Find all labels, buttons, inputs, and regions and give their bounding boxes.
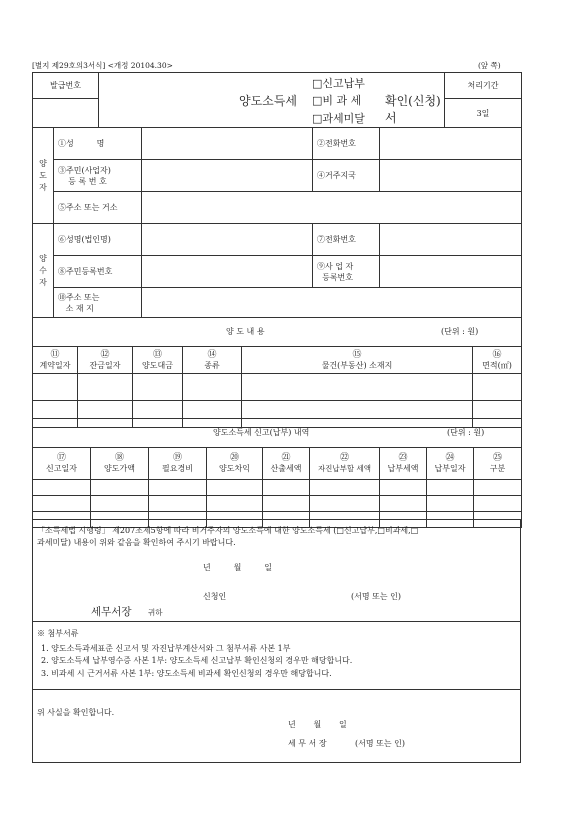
report-header-category: ㉕ 구분 (474, 448, 522, 480)
addressee-suffix: 귀하 (148, 608, 163, 617)
table-cell[interactable] (33, 496, 91, 512)
report-header-date: ⑰ 신고일자 (33, 448, 91, 480)
transfer-header-location: ⑮ 물건(부동산) 소재지 (242, 347, 473, 374)
transfer-header-contract-date: ⑪ 계약일자 (33, 347, 78, 374)
title-option-2: □비 과 세 (312, 94, 362, 107)
report-header-paid-date: ㉔ 납부일자 (427, 448, 474, 480)
table-cell[interactable] (380, 480, 427, 496)
confirm-official: 세 무 서 장 (288, 739, 327, 748)
report-title: 양도소득세 신고(납부) 내역 (213, 428, 310, 437)
table-cell[interactable] (33, 374, 78, 401)
request-line-1: 「소득세법 시행령」 제207조제5항에 따라 비거주자의 양도소득에 대한 양도소득세 (□신고납부,□비과세,□ (37, 526, 419, 535)
processing-period-label: 처리기간 (445, 73, 522, 99)
report-header-expense: ⑲ 필요경비 (149, 448, 207, 480)
transferor-address-label: ⑤주소 또는 거소 (54, 192, 142, 224)
attachment-item: 3. 비과세 시 근거서류 사본 1부: 양도소득세 비과세 확인신청의 경우만 해당합니다. (41, 669, 332, 678)
table-cell[interactable] (474, 480, 522, 496)
transferee-rrn-field[interactable] (142, 256, 313, 288)
confirm-text: 위 사실을 확인합니다. (37, 708, 115, 717)
table-row (33, 480, 522, 496)
confirm-date[interactable]: 년 월 일 (288, 720, 347, 729)
title-table (32, 72, 522, 128)
table-cell[interactable] (207, 496, 263, 512)
report-header-gain: ⑳ 양도차익 (207, 448, 263, 480)
table-cell[interactable] (149, 480, 207, 496)
table-cell[interactable] (427, 496, 474, 512)
confirm-sign[interactable]: (서명 또는 인) (355, 739, 405, 748)
report-header-price: ⑱ 양도가액 (91, 448, 149, 480)
attachments-section (32, 621, 521, 690)
applicant-sign[interactable]: (서명 또는 인) (351, 592, 401, 601)
table-cell[interactable] (183, 374, 242, 401)
table-cell[interactable] (207, 480, 263, 496)
transferor-phone-label: ②전화번호 (313, 128, 380, 160)
report-header-self-tax: ㉒ 자진납부할 세액 (310, 448, 380, 480)
transferee-name-field[interactable] (142, 224, 313, 256)
report-header-paid-tax: ㉓ 납부세액 (380, 448, 427, 480)
transferee-name-label: ⑥성명(법인명) (54, 224, 142, 256)
confirmation-section (32, 689, 521, 763)
report-title-cell (33, 419, 522, 448)
parties-table (32, 127, 522, 318)
transferor-rrn-label: ③주민(사업자) 등 록 번 호 (54, 160, 142, 192)
attachment-item: 1. 양도소득과세표준 신고서 및 자진납부계산서와 그 첨부서류 사본 1부 (41, 644, 291, 653)
form-number: [별지 제29호의3서식] <개정 20104.30> (32, 61, 173, 70)
title-main: 양도소득세 (239, 94, 297, 108)
transferor-address-field[interactable] (142, 192, 522, 224)
transferee-address-field[interactable] (142, 288, 522, 318)
receipt-number-value[interactable] (33, 99, 99, 128)
transferor-residence-field[interactable] (380, 160, 522, 192)
table-row (33, 374, 522, 401)
transfer-table (32, 317, 522, 428)
transfer-unit: (단위 : 원) (441, 327, 479, 336)
table-cell[interactable] (91, 496, 149, 512)
transfer-header-area: ⑯ 면적(㎡) (473, 347, 522, 374)
attachments-title: ※ 첨부서류 (37, 629, 79, 638)
transferee-phone-field[interactable] (380, 224, 522, 256)
table-cell[interactable] (33, 480, 91, 496)
table-cell[interactable] (263, 480, 310, 496)
title-option-3: □과세미달 (312, 112, 365, 125)
table-cell[interactable] (91, 480, 149, 496)
table-cell[interactable] (263, 496, 310, 512)
report-table (32, 418, 522, 528)
transferee-bizno-field[interactable] (380, 256, 522, 288)
table-cell[interactable] (380, 496, 427, 512)
transferee-address-label: ⑩주소 또는 소 재 지 (54, 288, 142, 318)
title-cell (99, 73, 445, 128)
transferor-label: 양 도 자 (33, 128, 54, 224)
transfer-title: 양 도 내 용 (226, 327, 265, 336)
request-line-2: 과세미달) 내용이 위와 같음을 확인하여 주시기 바랍니다. (37, 538, 236, 547)
table-cell[interactable] (474, 496, 522, 512)
transfer-header-price: ⑬ 양도대금 (133, 347, 183, 374)
table-cell[interactable] (310, 480, 380, 496)
attachment-item: 2. 양도소득세 납부영수증 사본 1부: 양도소득세 신고납부 확인신청의 경우만 해당합니다. (41, 656, 353, 665)
transferor-rrn-field[interactable] (142, 160, 313, 192)
processing-period-value: 3일 (445, 99, 522, 128)
table-cell[interactable] (473, 374, 522, 401)
transferor-residence-label: ④거주지국 (313, 160, 380, 192)
transferee-bizno-label: ⑨사 업 자 등록번호 (313, 256, 380, 288)
transferor-name-field[interactable] (142, 128, 313, 160)
table-cell[interactable] (78, 374, 133, 401)
transferee-rrn-label: ⑧주민등록번호 (54, 256, 142, 288)
page-side: (앞 쪽) (478, 61, 501, 70)
table-cell[interactable] (133, 374, 183, 401)
transfer-header-type: ⑭ 종류 (183, 347, 242, 374)
addressee: 세무서장 (91, 606, 132, 618)
request-section (32, 519, 521, 622)
table-cell[interactable] (242, 374, 473, 401)
transferee-phone-label: ⑦전화번호 (313, 224, 380, 256)
transfer-header-balance-date: ⑫ 잔금일자 (78, 347, 133, 374)
report-unit: (단위 : 원) (447, 428, 485, 437)
request-date[interactable]: 년 월 일 (203, 563, 272, 572)
receipt-number-label: 발급번호 (33, 73, 99, 99)
transfer-title-cell (33, 318, 522, 347)
transferee-label: 양 수 자 (33, 224, 54, 318)
title-suffix: 확인(신청)서 (385, 94, 441, 125)
table-cell[interactable] (310, 496, 380, 512)
report-header-calc-tax: ㉑ 산출세액 (263, 448, 310, 480)
table-row (33, 496, 522, 512)
applicant-label: 신청인 (203, 592, 227, 601)
transferor-phone-field[interactable] (380, 128, 522, 160)
title-option-1: □신고납부 (312, 77, 365, 90)
transferor-name-label: ①성 명 (54, 128, 142, 160)
table-cell[interactable] (427, 480, 474, 496)
table-cell[interactable] (149, 496, 207, 512)
